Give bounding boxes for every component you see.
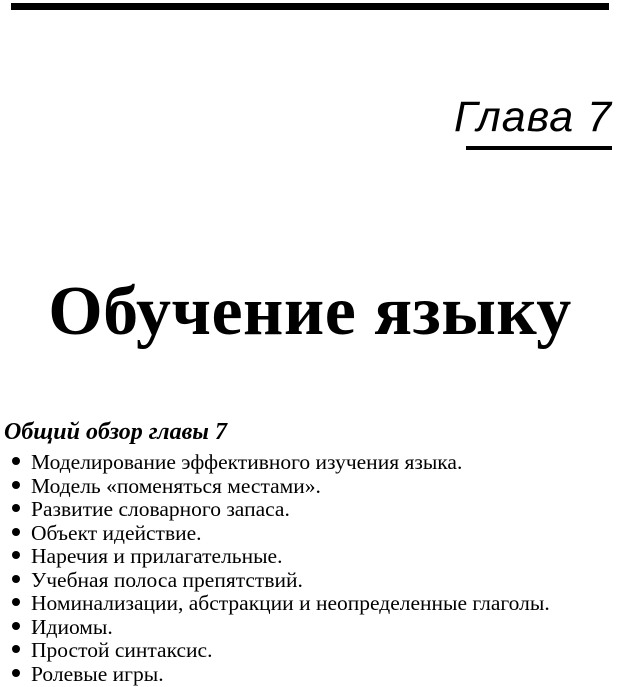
bullet-icon (12, 669, 20, 677)
bullet-icon (12, 481, 20, 489)
chapter-label: Глава 7 (454, 93, 612, 141)
chapter-label-underline (466, 146, 612, 150)
list-item (12, 522, 550, 546)
list-item-text: Развитие словарного запаса. (31, 497, 290, 521)
chapter-title: Обучение языку (48, 273, 572, 350)
list-item-text: Номинализации, абстракции и неопределенные глаголы. (31, 591, 550, 615)
list-item (12, 639, 550, 663)
list-item-text: Объект идействие. (31, 520, 202, 545)
list-item (12, 475, 550, 499)
bullet-icon (12, 528, 20, 536)
list-item-text: Моделирование эффективного изучения языка. (31, 450, 463, 474)
bullet-icon (12, 551, 20, 559)
list-item (12, 451, 550, 475)
list-item-text: Учебная полоса препятствий. (31, 567, 303, 592)
bullet-icon (12, 575, 20, 583)
list-item (12, 498, 550, 522)
list-item-text: Модель «поменяться местами». (31, 473, 321, 498)
list-item (12, 545, 550, 569)
list-item-text: Идиомы. (31, 614, 113, 639)
list-item (12, 592, 550, 616)
overview-list (12, 451, 550, 686)
bullet-icon (12, 645, 20, 653)
top-rule (11, 3, 609, 10)
list-item-text: Наречия и прилагательные. (31, 544, 283, 568)
bullet-icon (12, 622, 20, 630)
bullet-icon (12, 457, 20, 465)
list-item (12, 663, 550, 687)
bullet-icon (12, 598, 20, 606)
list-item-text: Ролевые игры. (31, 661, 164, 686)
list-item (12, 569, 550, 593)
list-item (12, 616, 550, 640)
bullet-icon (12, 504, 20, 512)
overview-heading: Общий обзор главы 7 (4, 419, 227, 445)
list-item-text: Простой синтаксис. (31, 638, 213, 662)
